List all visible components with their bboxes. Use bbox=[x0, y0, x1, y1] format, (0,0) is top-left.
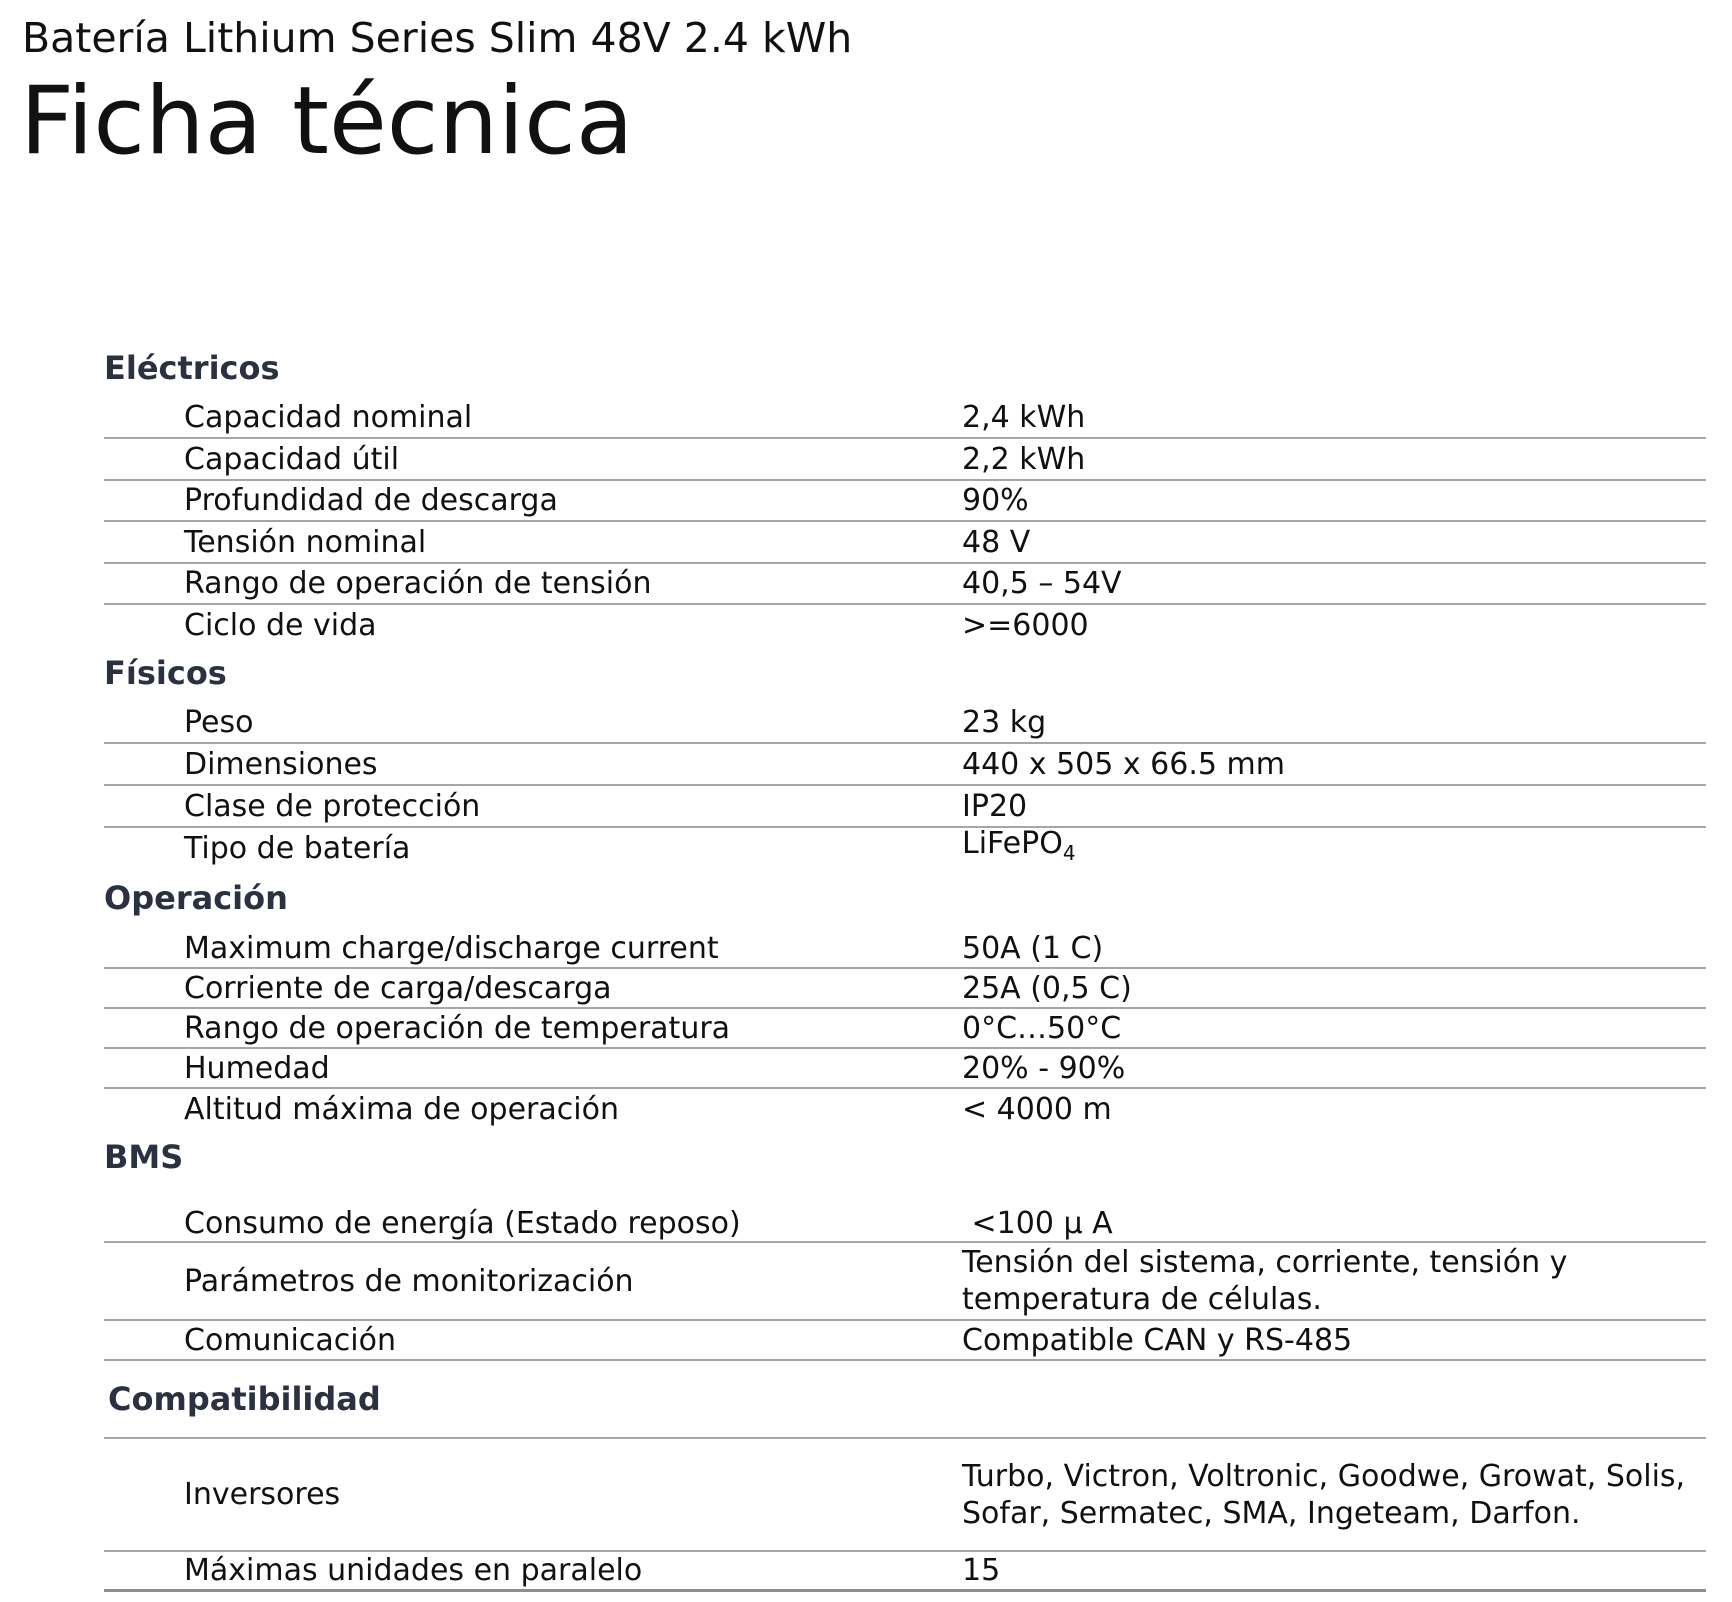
spec-label: Rango de operación de temperatura bbox=[184, 1010, 731, 1046]
spec-label: Profundidad de descarga bbox=[184, 483, 558, 518]
spec-row bbox=[104, 930, 1706, 969]
section-heading-electricos: Eléctricos bbox=[104, 349, 280, 387]
spec-row bbox=[104, 1009, 1706, 1049]
spec-label: Máximas unidades en paralelo bbox=[184, 1553, 643, 1588]
spec-row bbox=[104, 522, 1706, 564]
spec-value: 23 kg bbox=[962, 705, 1047, 740]
spec-row bbox=[104, 969, 1706, 1009]
spec-value: 440 x 505 x 66.5 mm bbox=[962, 746, 1285, 782]
spec-row bbox=[104, 439, 1706, 481]
spec-label: Corriente de carga/descarga bbox=[184, 970, 612, 1006]
spec-value: Tensión del sistema, corriente, tensión y temperatura de células. bbox=[962, 1245, 1568, 1317]
spec-value: 2,2 kWh bbox=[962, 441, 1086, 477]
spec-label: Humedad bbox=[184, 1050, 330, 1086]
spec-label: Tipo de batería bbox=[184, 830, 411, 866]
spec-row bbox=[104, 1243, 1706, 1321]
spec-value: 48 V bbox=[962, 524, 1031, 560]
spec-row bbox=[104, 1205, 1706, 1243]
spec-label: Inversores bbox=[184, 1477, 341, 1512]
section-heading-bms: BMS bbox=[104, 1138, 184, 1176]
spec-value: Turbo, Victron, Voltronic, Goodwe, Growat, Solis, Sofar, Sermatec, SMA, Ingeteam, Darfon. bbox=[962, 1458, 1686, 1531]
spec-row bbox=[104, 605, 1706, 645]
spec-label: Parámetros de monitorización bbox=[184, 1263, 634, 1299]
spec-row bbox=[104, 786, 1706, 828]
spec-value: 20% - 90% bbox=[962, 1050, 1126, 1086]
section-heading-compatibilidad: Compatibilidad bbox=[108, 1380, 381, 1418]
spec-label: Comunicación bbox=[184, 1322, 396, 1358]
section-heading-operacion: Operación bbox=[104, 879, 288, 917]
product-subtitle: Batería Lithium Series Slim 48V 2.4 kWh bbox=[22, 14, 853, 62]
spec-label: Dimensiones bbox=[184, 746, 378, 782]
spec-row bbox=[104, 1089, 1706, 1129]
battery-type-subscript: 4 bbox=[1062, 840, 1076, 865]
battery-type-text: LiFePO bbox=[962, 825, 1063, 861]
spec-value: 0°C…50°C bbox=[962, 1010, 1122, 1046]
spec-row bbox=[104, 1437, 1706, 1552]
spec-value: IP20 bbox=[962, 788, 1028, 824]
spec-row bbox=[104, 481, 1706, 522]
spec-row bbox=[104, 1321, 1706, 1361]
spec-label: Capacidad nominal bbox=[184, 400, 473, 435]
spec-table bbox=[104, 340, 1706, 1592]
spec-value: <100 µ A bbox=[962, 1205, 1113, 1241]
section-heading-fisicos: Físicos bbox=[104, 654, 227, 692]
spec-row bbox=[104, 1552, 1706, 1592]
spec-value: 40,5 – 54V bbox=[962, 566, 1122, 601]
spec-value bbox=[962, 825, 1706, 872]
spec-label: Rango de operación de tensión bbox=[184, 566, 652, 601]
spec-label: Clase de protección bbox=[184, 788, 481, 824]
spec-label: Tensión nominal bbox=[184, 524, 427, 560]
spec-value: >=6000 bbox=[962, 607, 1089, 643]
spec-value: 90% bbox=[962, 483, 1029, 518]
spec-label: Maximum charge/discharge current bbox=[184, 931, 719, 966]
spec-label: Altitud máxima de operación bbox=[184, 1091, 619, 1127]
spec-value: 15 bbox=[962, 1553, 1001, 1588]
spec-value: Compatible CAN y RS-485 bbox=[962, 1322, 1353, 1358]
page-title: Ficha técnica bbox=[20, 67, 634, 176]
spec-value: 2,4 kWh bbox=[962, 400, 1086, 435]
spec-row bbox=[104, 703, 1706, 744]
spec-row bbox=[104, 744, 1706, 786]
spec-row bbox=[104, 1049, 1706, 1089]
spec-label: Consumo de energía (Estado reposo) bbox=[184, 1205, 741, 1241]
spec-row bbox=[104, 825, 1706, 868]
spec-label: Ciclo de vida bbox=[184, 607, 377, 643]
spec-label: Capacidad útil bbox=[184, 441, 400, 477]
spec-label: Peso bbox=[184, 705, 254, 740]
spec-value: 50A (1 C) bbox=[962, 931, 1104, 966]
spec-value: 25A (0,5 C) bbox=[962, 970, 1132, 1006]
spec-row bbox=[104, 398, 1706, 439]
spec-value: < 4000 m bbox=[962, 1091, 1112, 1127]
spec-row bbox=[104, 564, 1706, 605]
